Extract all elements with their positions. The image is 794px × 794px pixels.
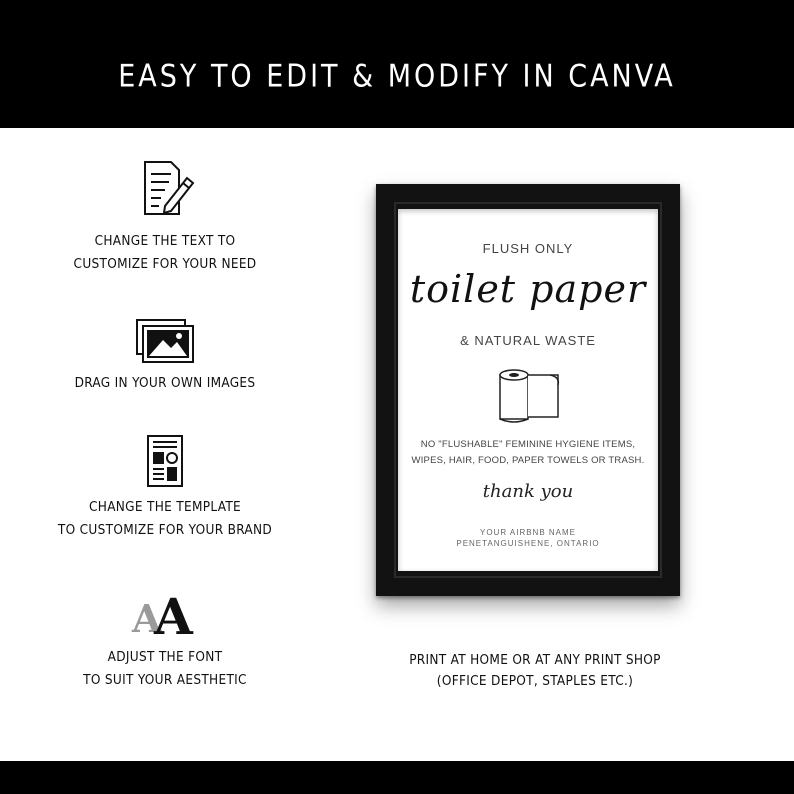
header-title: EASY TO EDIT & MODIFY IN CANVA xyxy=(118,58,676,95)
document-pencil-icon xyxy=(135,160,195,216)
svg-text:A: A xyxy=(154,588,193,638)
footer-banner xyxy=(0,761,794,794)
feature-adjust-font xyxy=(40,588,290,692)
sign-top-line: FLUSH ONLY xyxy=(482,241,574,256)
font-aa-icon xyxy=(120,588,210,638)
feature-label-line: CHANGE THE TEXT TO xyxy=(94,233,236,249)
feature-label-line: TO SUIT YOUR AESTHETIC xyxy=(83,672,247,688)
feature-drag-images xyxy=(40,318,290,395)
feature-change-template xyxy=(40,434,290,542)
sign-script-line: toilet paper xyxy=(409,267,647,311)
print-info-line: (OFFICE DEPOT, STAPLES ETC.) xyxy=(436,673,634,689)
sign-warning-line: WIPES, HAIR, FOOD, PAPER TOWELS OR TRASH. xyxy=(411,455,645,466)
template-icon xyxy=(142,434,188,488)
images-icon xyxy=(135,318,195,364)
feature-label-line: CHANGE THE TEMPLATE xyxy=(88,499,242,515)
header-banner xyxy=(0,0,794,128)
sign-warning-line: NO "FLUSHABLE" FEMININE HYGIENE ITEMS, xyxy=(420,439,636,450)
sign-thanks: thank you xyxy=(482,481,574,502)
feature-label-line: CUSTOMIZE FOR YOUR NEED xyxy=(73,256,257,272)
feature-label-line: TO CUSTOMIZE FOR YOUR BRAND xyxy=(57,522,273,538)
feature-label-line: ADJUST THE FONT xyxy=(107,649,223,665)
svg-text:A: A xyxy=(132,596,162,638)
print-info-line: PRINT AT HOME OR AT ANY PRINT SHOP xyxy=(409,652,661,668)
sign-warning xyxy=(406,437,650,469)
toilet-paper-icon xyxy=(490,367,570,427)
sign-location: PENETANGUISHENE, ONTARIO xyxy=(456,539,600,548)
sign-business-name: YOUR AIRBNB NAME xyxy=(479,528,576,537)
feature-label-line: DRAG IN YOUR OWN IMAGES xyxy=(74,375,256,391)
sign-preview xyxy=(398,209,658,571)
sign-business xyxy=(398,527,658,549)
feature-edit-text xyxy=(40,160,290,276)
print-info xyxy=(390,650,680,692)
sign-sub-line: & NATURAL WASTE xyxy=(460,333,596,348)
